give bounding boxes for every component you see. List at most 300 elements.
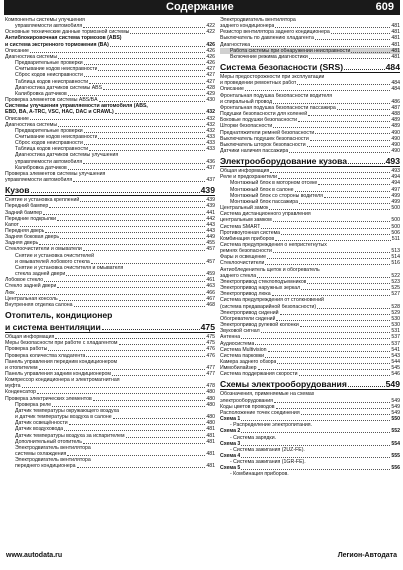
toc-entry-page-number: 549 xyxy=(391,397,400,404)
toc-entry-title: Центральный замок xyxy=(220,205,269,212)
toc-entry-page-number: 468 xyxy=(206,301,215,308)
dot-leader xyxy=(274,402,390,403)
toc-entry-page-number: 546 xyxy=(391,371,400,378)
dot-leader xyxy=(64,430,205,431)
dot-leader xyxy=(89,83,205,84)
toc-entry[interactable] xyxy=(220,371,400,377)
section-title: Система безопасности (SRS) xyxy=(220,61,344,72)
toc-entry-title: Считывание кодов неисправности xyxy=(15,66,98,73)
dot-leader xyxy=(68,169,206,170)
toc-entry-title: заднего стекла xyxy=(220,272,257,279)
dot-leader xyxy=(98,138,205,139)
toc-entry-page-number: 556 xyxy=(391,465,400,472)
toc-entry-page-number: 466 xyxy=(206,289,215,296)
dot-leader xyxy=(273,103,390,104)
dot-leader xyxy=(39,369,206,370)
toc-entry-page-number: 457 xyxy=(206,258,215,265)
toc-entry-title: Проверка работы xyxy=(5,346,48,353)
toc-entry-page-number: 500 xyxy=(391,205,400,212)
dot-leader xyxy=(258,369,391,370)
toc-entry-page-number: 467 xyxy=(206,295,215,302)
toc-entry[interactable] xyxy=(5,177,215,183)
toc-section-heading[interactable] xyxy=(5,185,215,197)
toc-entry-title: Сброс кодов неисправности xyxy=(15,72,83,79)
dot-leader xyxy=(265,264,390,265)
toc-entry-page-number: 463 xyxy=(206,283,215,290)
toc-entry-title: Панель управления задним кондиционером xyxy=(5,370,111,377)
toc-entry-title: управляемости автомобиля xyxy=(15,23,83,30)
toc-entry-title: заднего кондиционера xyxy=(220,23,275,30)
dot-leader xyxy=(119,344,206,345)
toc-entry-page-number: 480 xyxy=(206,420,215,427)
toc-entry-page-number: 490 xyxy=(391,147,400,154)
toc-entry-title: Калибровка датчиков xyxy=(15,164,67,171)
toc-entry-page-number: 432 xyxy=(206,121,215,128)
toc-entry-page-number: 543 xyxy=(391,352,400,359)
dot-leader xyxy=(281,234,390,235)
dot-leader xyxy=(310,140,391,141)
toc-entry-title: Датчик температуры воздуха за испарителем xyxy=(15,432,125,439)
toc-entry-title: Таблица кодов неисправности xyxy=(15,146,89,153)
toc-entry-page-number: 545 xyxy=(391,365,400,372)
dot-leader xyxy=(276,408,391,409)
toc-entry-title: Меры безопасности при работе с хладагентом xyxy=(5,340,118,347)
dot-leader xyxy=(67,455,205,456)
toc-entry-page-number: 426 xyxy=(206,47,215,54)
page-header xyxy=(4,0,400,15)
dot-leader xyxy=(297,84,390,85)
toc-section-heading[interactable] xyxy=(220,156,400,168)
toc-entry-title: Антиблокировочная система тормозов (ABS) xyxy=(5,35,122,42)
toc-entry-title: Задняя дверь xyxy=(5,240,39,247)
dot-leader xyxy=(66,275,205,276)
section-title: Электрооборудование кузова xyxy=(220,155,348,166)
toc-entry-page-number: 523 xyxy=(391,278,400,285)
dot-leader xyxy=(298,121,390,122)
toc-entry-page-number: 500 xyxy=(391,217,400,224)
toc-entry-title: Фары и освещение xyxy=(220,254,267,261)
toc-entry-title: Система парковки xyxy=(220,352,265,359)
footer-brand: Легион-Автодата xyxy=(337,552,397,559)
toc-entry-title: Включение режима диагностики xyxy=(230,53,308,60)
toc-entry-title: Система предупреждения от столкновений xyxy=(220,297,324,304)
toc-entry-title: Выключатель шторок безопасности xyxy=(220,141,306,148)
toc-entry-title: Реле и предохранители xyxy=(220,174,278,181)
dot-leader xyxy=(58,126,205,127)
dot-leader xyxy=(84,64,206,65)
toc-entry-page-number: 537 xyxy=(391,340,400,347)
dot-leader xyxy=(126,437,206,438)
toc-entry-page-number: 511 xyxy=(391,235,400,242)
dot-leader xyxy=(86,356,205,357)
toc-entry-title: Проверка элементов системы ABS/BA xyxy=(5,97,98,104)
toc-entry-page-number: 490 xyxy=(391,141,400,148)
dot-leader xyxy=(241,432,390,433)
dot-leader xyxy=(93,400,206,401)
toc-entry-title: Проверка элементов системы улучшения xyxy=(5,170,106,177)
dot-leader xyxy=(261,228,390,229)
toc-entry-page-number: 432 xyxy=(206,109,215,116)
dot-leader xyxy=(39,244,205,245)
dot-leader xyxy=(30,52,205,53)
section-title: Схемы электрооборудования xyxy=(220,378,347,389)
toc-entry-page-number: 486 xyxy=(391,98,400,105)
dot-leader xyxy=(324,197,390,198)
toc-section-heading[interactable] xyxy=(5,322,215,334)
toc-entry-title: EBD, BA, A-TRC, VSC, HAC, DAC и CRAWL) xyxy=(5,109,114,116)
dot-leader xyxy=(269,209,390,210)
toc-entry-page-number: 514 xyxy=(391,254,400,261)
dot-leader xyxy=(241,445,390,446)
dot-leader xyxy=(301,414,391,415)
dot-leader xyxy=(307,283,390,284)
toc-entry-title: Дополнительный отопитель xyxy=(15,438,82,445)
toc-entry-title: Коды цветов проводов xyxy=(220,403,275,410)
toc-entry-title: Фронтальная подушка безопасности водителя xyxy=(220,92,333,99)
toc-entry-title: центральным замком xyxy=(220,217,272,224)
toc-entry-title: Фронтальная подушка безопасности пассажира xyxy=(220,104,336,111)
toc-entry-page-number: 530 xyxy=(391,322,400,329)
toc-entry-page-number: 480 xyxy=(206,414,215,421)
dot-leader xyxy=(275,240,391,241)
toc-entry-page-number: 500 xyxy=(391,223,400,230)
toc-entry-page-number: 478 xyxy=(206,383,215,390)
dot-leader xyxy=(130,33,205,34)
toc-entry-title: Датчик воздуховода xyxy=(15,426,64,433)
section-page-number: 484 xyxy=(385,61,400,72)
toc-entry-page-number: 481 xyxy=(391,53,400,60)
toc-entry-page-number: 461 xyxy=(206,277,215,284)
toc-entry-title: Схема 4 xyxy=(220,453,241,459)
section-page-number: 439 xyxy=(200,184,215,195)
toc-entry-title: Стеклоочистители xyxy=(220,260,265,267)
toc-entry-title: управляемости автомобиля xyxy=(5,177,73,184)
toc-entry-title: Монтажный блок пассажира xyxy=(230,198,299,205)
toc-entry-page-number: 481 xyxy=(206,432,215,439)
toc-entry-title: Боковые подушки безопасности xyxy=(220,117,298,124)
toc-entry-title: и омывателей лобового стекла xyxy=(15,258,90,265)
toc-entry-page-number: 426 xyxy=(206,53,215,60)
toc-entry-page-number: 426 xyxy=(206,41,215,48)
toc-entry-title: Шторки безопасности xyxy=(220,123,273,130)
dot-leader xyxy=(241,338,390,339)
toc-entry-page-number: 497 xyxy=(391,186,400,193)
toc-entry-page-number: 433 xyxy=(206,140,215,147)
dot-leader xyxy=(307,146,391,147)
toc-entry-page-number: 439 xyxy=(206,197,215,204)
dot-leader xyxy=(73,181,205,182)
toc-entry-title: стекла задней двери xyxy=(15,271,66,278)
dot-leader xyxy=(309,58,391,59)
toc-entry-page-number: 489 xyxy=(391,117,400,124)
dot-leader xyxy=(276,320,390,321)
toc-entry-title: Стеклоочистители и омыватели xyxy=(5,246,82,253)
toc-entry-title: Монтажный блок со стороны водителя xyxy=(230,192,323,199)
toc-entry-title: Лобовое стекло xyxy=(5,277,44,284)
toc-entry-title: Работа системы при обнаружении неисправности xyxy=(230,47,351,54)
dot-leader xyxy=(112,375,205,376)
toc-entry[interactable] xyxy=(220,471,400,477)
dot-leader xyxy=(295,191,391,192)
toc-entry-title: Монтажный блок в салоне xyxy=(230,186,294,193)
dot-leader xyxy=(261,332,391,333)
toc-entry-page-number: 554 xyxy=(391,440,400,447)
dot-leader xyxy=(348,386,385,387)
dot-leader xyxy=(241,457,390,458)
toc-section-heading[interactable] xyxy=(220,62,400,74)
dot-leader xyxy=(89,150,205,151)
toc-entry-title: Центральная консоль xyxy=(5,295,58,302)
toc-entry-title: Диагностика датчиков системы улучшения xyxy=(15,152,119,159)
toc-entry-title: Камера заднего обзора xyxy=(220,358,277,365)
dot-leader xyxy=(257,277,390,278)
toc-entry-page-number: 529 xyxy=(391,309,400,316)
toc-entry-title: Компрессор кондиционера и электромагнитная xyxy=(5,377,120,384)
toc-entry-page-number: 549 xyxy=(391,403,400,410)
toc-entry-page-number: 475 xyxy=(206,340,215,347)
toc-entry-title: Диагностика системы xyxy=(5,53,58,60)
toc-entry-title: Диагностика датчиков системы ABS xyxy=(15,84,103,91)
section-title: Отопитель, кондиционер xyxy=(5,309,113,320)
toc-right-column xyxy=(220,17,400,478)
toc-entry[interactable] xyxy=(5,302,215,308)
toc-entry-title: системы охлаждения xyxy=(15,451,67,457)
toc-entry-page-number: 428 xyxy=(206,84,215,91)
toc-entry-page-number: 516 xyxy=(391,260,400,267)
toc-entry-page-number: 490 xyxy=(391,129,400,136)
toc-entry-page-number: 494 xyxy=(391,174,400,181)
toc-entry-title: и датчик температуры воздуха в салоне xyxy=(15,414,112,421)
toc-entry-title: Стекло задней двери xyxy=(5,283,57,290)
dot-leader xyxy=(317,308,390,309)
toc-entry[interactable] xyxy=(220,148,400,154)
dot-leader xyxy=(348,163,385,164)
toc-entry-page-number: 432 xyxy=(206,115,215,122)
toc-entry-page-number: 422 xyxy=(206,23,215,30)
dot-leader xyxy=(57,220,205,221)
toc-entry-title: Считывание кодов неисправности xyxy=(15,133,98,140)
toc-entry-title: Датчик освещённости xyxy=(15,420,68,427)
dot-leader xyxy=(268,351,391,352)
toc-entry-title: муфта xyxy=(5,383,21,390)
dot-leader xyxy=(44,281,205,282)
toc-entry-title: Выключатель по давлению хладагента xyxy=(220,35,314,42)
dot-leader xyxy=(241,469,390,470)
dot-leader xyxy=(49,207,205,208)
toc-entry-title: Люк xyxy=(5,289,15,296)
dot-leader xyxy=(115,113,206,114)
toc-entry-title: - Система зарядки. xyxy=(230,434,277,441)
dot-leader xyxy=(277,363,390,364)
toc-entry[interactable] xyxy=(220,54,400,60)
toc-entry-page-number: 537 xyxy=(391,334,400,341)
dot-leader xyxy=(344,69,385,70)
dot-leader xyxy=(48,350,205,351)
toc-entry-page-number: 441 xyxy=(206,209,215,216)
toc-entry-title: - Распределение электропитания. xyxy=(230,422,312,429)
toc-entry-title: Сброс кодов неисправности xyxy=(15,140,83,147)
toc-entry-page-number: 513 xyxy=(391,248,400,255)
toc-entry-page-number: 430 xyxy=(206,97,215,104)
toc-entry-page-number: 484 xyxy=(391,80,400,87)
section-page-number: 493 xyxy=(385,155,400,166)
toc-entry-page-number: 525 xyxy=(391,285,400,292)
toc-entry-title: Схема 1 xyxy=(220,416,241,423)
toc-entry-page-number: 449 xyxy=(206,234,215,241)
toc-entry-page-number: 477 xyxy=(206,364,215,371)
toc-entry-title: электрооборудования xyxy=(220,397,273,404)
dot-leader xyxy=(337,109,391,110)
toc-entry-page-number: 487 xyxy=(391,104,400,111)
page-number: 609 xyxy=(375,1,394,13)
toc-entry[interactable] xyxy=(5,463,215,469)
dot-leader xyxy=(84,132,206,133)
toc-entry-title: Звуковой сигнал xyxy=(220,328,260,335)
toc-entry-page-number: 480 xyxy=(206,401,215,408)
dot-leader xyxy=(299,203,390,204)
dot-leader xyxy=(267,258,390,259)
dot-leader xyxy=(84,144,205,145)
toc-entry-page-number: 422 xyxy=(206,29,215,36)
toc-entry-page-number: 433 xyxy=(206,146,215,153)
toc-entry-title: Снятие и установка креплений xyxy=(5,197,80,204)
toc-entry-page-number: 476 xyxy=(206,346,215,353)
dot-leader xyxy=(74,306,206,307)
toc-entry-title: Панель управления передним кондиционером xyxy=(5,358,118,365)
toc-entry-title: Датчик температуры окружающего воздуха xyxy=(15,407,120,414)
toc-entry-page-number: 457 xyxy=(206,246,215,253)
toc-entry-title: Аудиосистема xyxy=(220,340,255,347)
toc-entry-title: Электропривод наружных зеркал xyxy=(220,285,301,292)
toc-entry-page-number: 499 xyxy=(391,198,400,205)
toc-entry-title: Расположение точек соединения xyxy=(220,409,300,416)
toc-entry-page-number: 475 xyxy=(206,334,215,341)
dot-leader xyxy=(280,314,391,315)
dot-leader xyxy=(58,58,205,59)
toc-entry-page-number: 530 xyxy=(391,315,400,322)
toc-entry-title: ремнях безопасности xyxy=(220,248,272,255)
toc-entry-title: Схема 3 xyxy=(220,440,241,447)
dot-leader xyxy=(273,252,391,253)
toc-entry-title: Проверка количества хладагента xyxy=(5,352,86,359)
toc-entry-title: Обогреватели сидений xyxy=(220,315,276,322)
toc-entry-title: Система поддержания скорости xyxy=(220,371,298,378)
toc-entry-title: Калибровка датчиков xyxy=(15,90,67,97)
toc-entry-title: Электропривод люка xyxy=(220,291,271,298)
toc-entry-page-number: 506 xyxy=(391,229,400,236)
toc-entry-title: Подушки безопасности для коленей xyxy=(220,111,308,118)
dot-leader xyxy=(113,418,206,419)
toc-section-heading[interactable] xyxy=(220,379,400,391)
dot-leader xyxy=(265,357,390,358)
toc-entry-title: Монтажный блок в моторном отсеке xyxy=(230,180,318,187)
toc-entry-title: Комбинация приборов xyxy=(220,235,275,242)
dot-leader xyxy=(278,178,390,179)
toc-entry-page-number: 550 xyxy=(391,416,400,423)
toc-entry-title: Снятие и установка очистителя и омывателя xyxy=(15,264,124,271)
toc-entry-page-number: 481 xyxy=(391,29,400,36)
toc-entry-title: Электродвигатель вентилятора xyxy=(15,457,91,464)
toc-entry-title: Иммобилайзер xyxy=(220,365,257,372)
section-page-number: 475 xyxy=(200,321,215,332)
dot-leader xyxy=(31,192,200,193)
toc-entry-page-number: 439 xyxy=(206,203,215,210)
toc-entry-page-number: 427 xyxy=(206,78,215,85)
dot-leader xyxy=(98,70,205,71)
toc-entry-title: Диагностика xyxy=(220,41,251,48)
toc-entry-title: управляемости автомобиля xyxy=(15,158,83,165)
toc-entry-title: Выключатель подушек безопасности xyxy=(220,135,309,142)
footer-url[interactable]: www.autodata.ru xyxy=(6,552,63,559)
toc-entry-page-number: 443 xyxy=(206,228,215,234)
dot-leader xyxy=(315,133,390,134)
toc-entry-title: Описание xyxy=(5,47,29,54)
toc-entry-page-number: 488 xyxy=(391,111,400,118)
toc-entry-page-number: 459 xyxy=(206,271,215,278)
toc-entry-page-number: 494 xyxy=(391,180,400,187)
toc-entry-title: Электропривод стеклоподъемников xyxy=(220,278,307,285)
toc-entry-title: Передние подкрылки xyxy=(5,215,57,222)
toc-entry-title: Основные технические данные тормозной системы xyxy=(5,29,130,36)
dot-leader xyxy=(308,115,390,116)
section-page-number: 549 xyxy=(385,378,400,389)
dot-leader xyxy=(245,90,390,91)
toc-entry-title: Диагностика системы xyxy=(5,121,58,128)
toc-entry-title: Антенна xyxy=(220,334,241,341)
toc-entry-title: Противоугонная система xyxy=(220,229,281,236)
toc-entry-page-number: 426 xyxy=(206,60,215,67)
dot-leader xyxy=(275,27,390,28)
dot-leader xyxy=(22,387,206,388)
dot-leader xyxy=(273,221,391,222)
toc-entry-title: Датчики наличия пассажира xyxy=(220,147,289,154)
toc-entry-title: и отопителем xyxy=(5,364,38,371)
dot-leader xyxy=(110,46,205,47)
toc-entry-title: Система предупреждения о непристегнутых xyxy=(220,242,327,248)
toc-entry-page-number: 481 xyxy=(391,47,400,54)
toc-entry-title: Преднатяжители ремней безопасности xyxy=(220,129,315,136)
toc-left-column xyxy=(5,17,215,469)
toc-entry-title: Конденсатор xyxy=(5,389,37,396)
dot-leader xyxy=(83,163,205,164)
dot-leader xyxy=(16,294,206,295)
dot-leader xyxy=(241,420,390,421)
toc-entry-title: Обозначения, применяемые на схемах xyxy=(220,391,315,398)
dot-leader xyxy=(83,250,206,251)
dot-leader xyxy=(270,172,390,173)
toc-entry-title: переднего кондиционера xyxy=(15,463,76,470)
toc-entry-title: Задняя боковая дверь xyxy=(5,234,60,241)
toc-entry-page-number: 443 xyxy=(206,221,215,228)
toc-entry-title: Общая информация xyxy=(220,168,270,175)
toc-entry-title: Меры предосторожности при эксплуатации xyxy=(220,74,325,81)
dot-leader xyxy=(69,424,206,425)
toc-entry-page-number: 480 xyxy=(206,395,215,402)
toc-entry-title: Электродвигатель вентилятора xyxy=(15,444,91,451)
toc-entry-page-number: 437 xyxy=(206,164,215,171)
toc-entry-title: Таблица кодов неисправности xyxy=(15,78,89,85)
toc-entry-title: Схема 2 xyxy=(220,428,241,435)
toc-entry-title: Системы улучшения управляемости автомобиля (ABS, xyxy=(5,103,148,110)
toc-entry-page-number: 490 xyxy=(391,135,400,142)
toc-entry-title: Задний бампер xyxy=(5,209,43,216)
section-title: Кузов xyxy=(5,184,30,195)
toc-entry-page-number: 477 xyxy=(206,370,215,377)
dot-leader xyxy=(20,226,205,227)
toc-entry-title: и спиральный провод xyxy=(220,98,273,105)
toc-entry-page-number: 427 xyxy=(206,72,215,79)
toc-section-heading[interactable] xyxy=(5,310,215,321)
